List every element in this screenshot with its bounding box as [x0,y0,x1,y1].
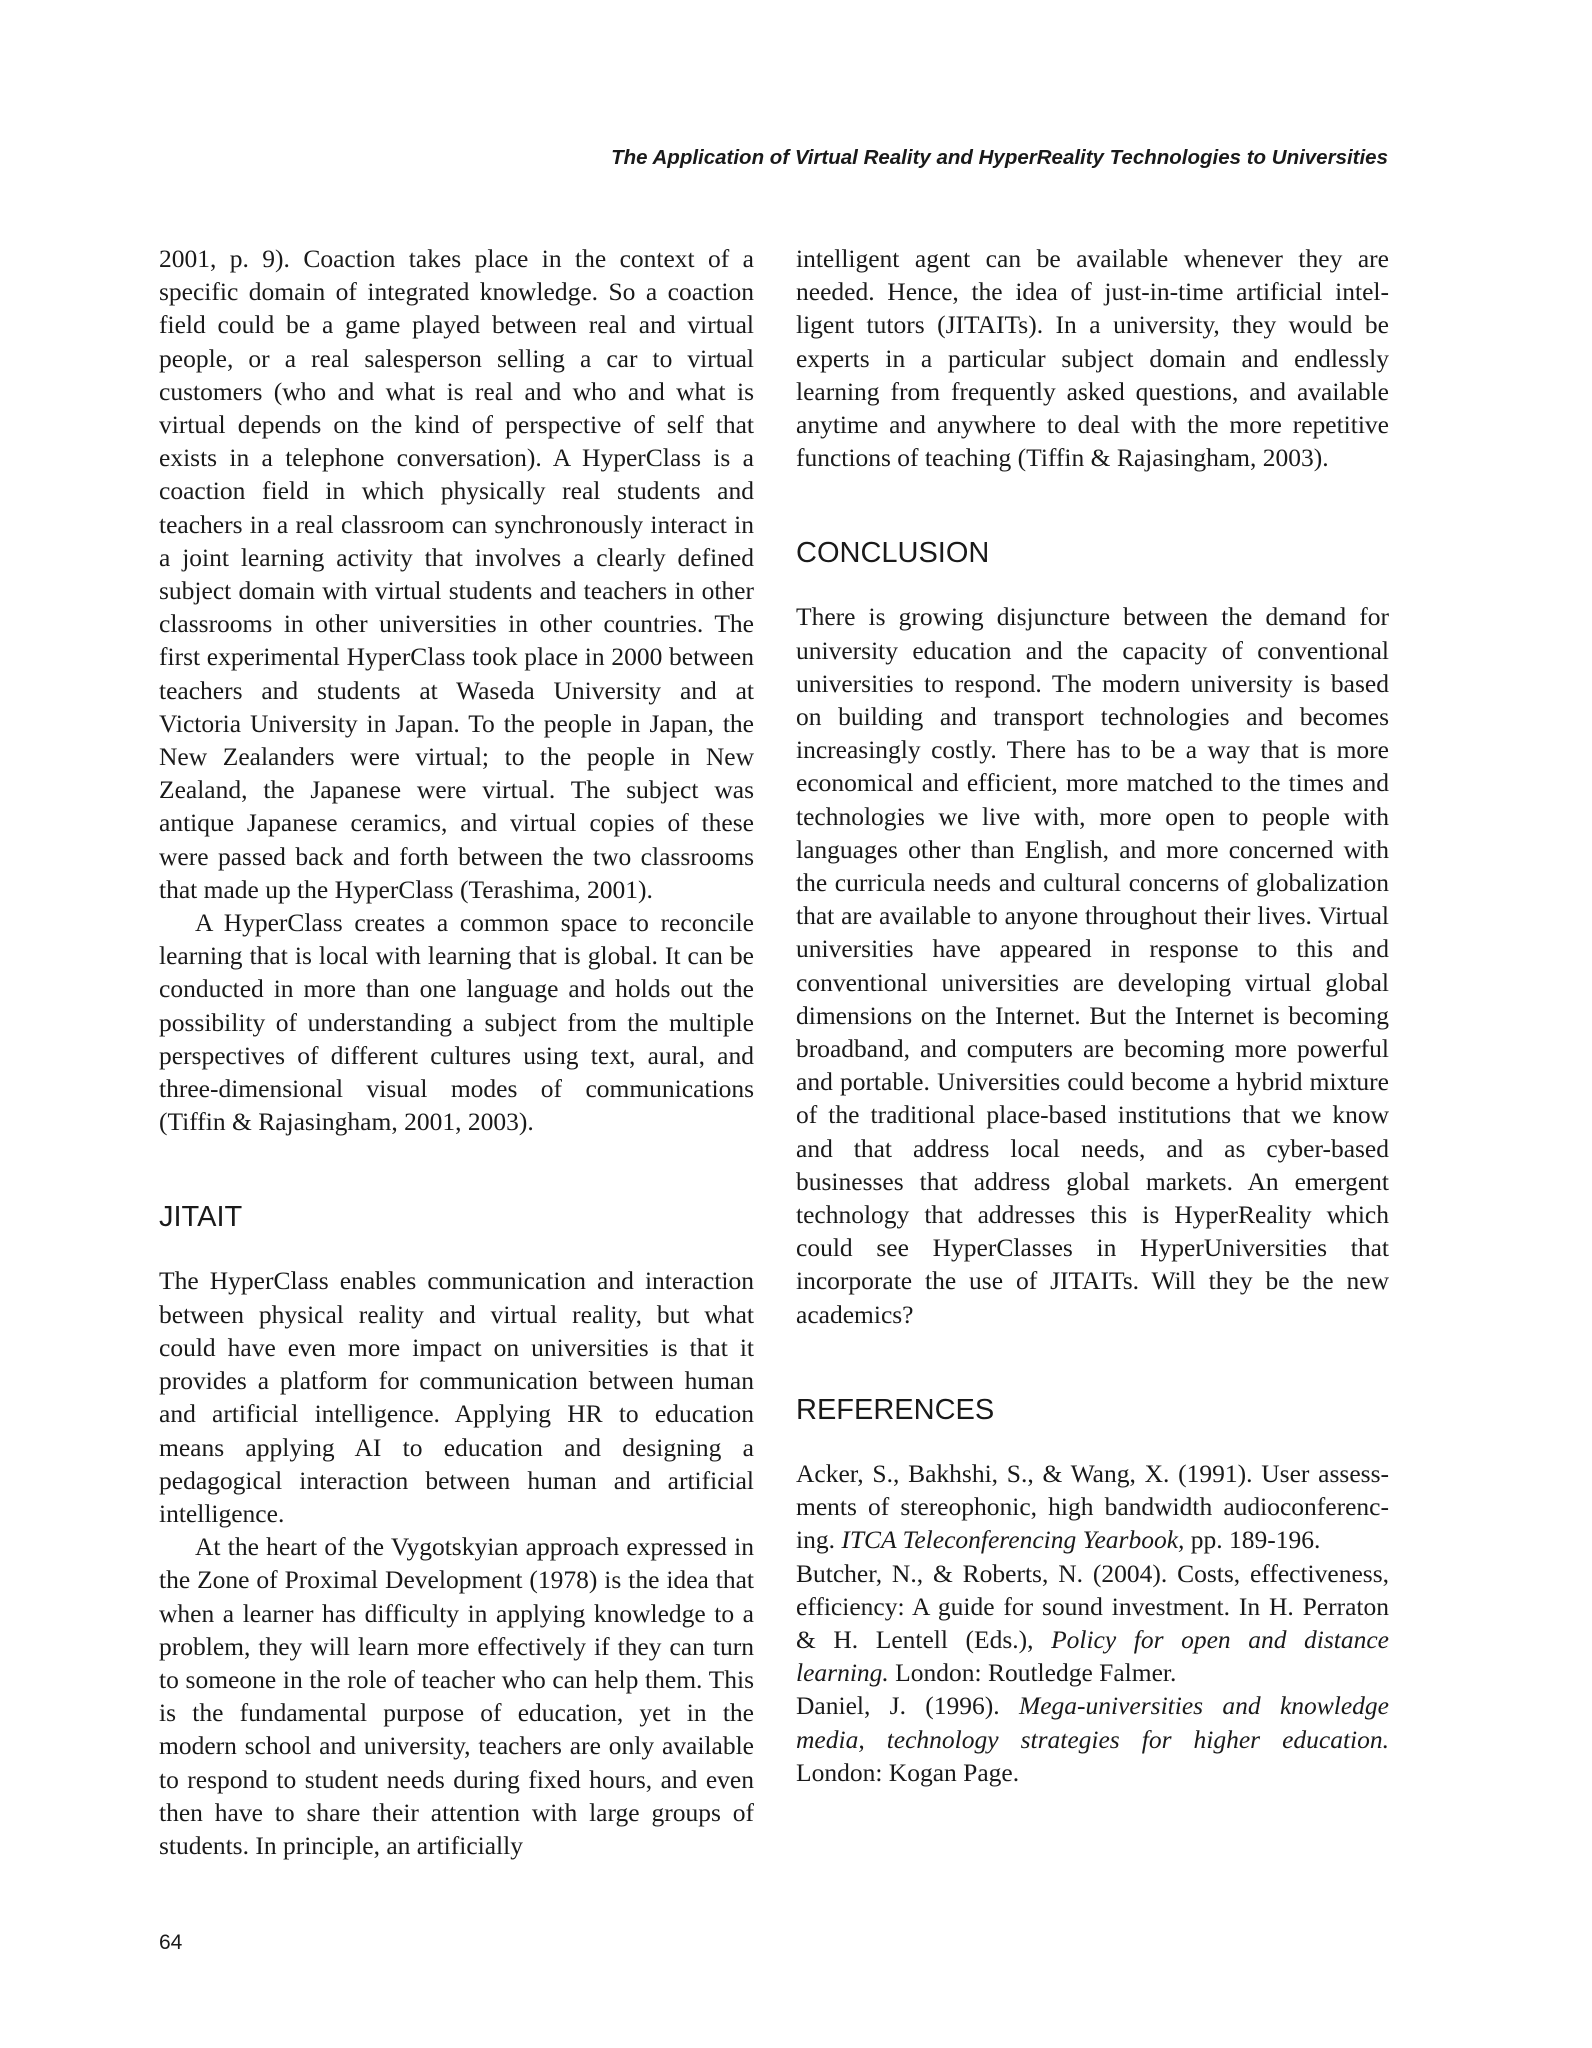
reference-entry [796,1457,1389,1557]
reference-text: Daniel, J. (1996). [796,1691,1019,1721]
body-paragraph: At the heart of the Vygotskyian approach expressed in the Zone of Proximal Development (1978) is the idea that when a learner has difficulty in applying knowledge to a problem, they will learn more effectively if they can turn to someone in the role of teacher who can help them. This is the fundamental purpose of education, yet in the modern school and university, teachers are only available to respond to student needs during fixed hours, and even then have to share their attention with large groups of students. In principle, an artificially [159,1532,754,1860]
left-column [159,242,754,1862]
body-paragraph: The HyperClass enables communication and interaction between physical reality and virtual reality, but what could have even more impact on universities is that it provides a platform for communication between human and artificial intelligence. Applying HR to education means applying AI to education and designing a pedagogical interaction between human and artificial intelligence. [159,1266,754,1528]
reference-text: London: Kogan Page. [796,1757,1020,1787]
reference-title: Policy for open and distance learning. [796,1624,1389,1688]
reference-text: London: Routledge Falmer. [888,1658,1177,1688]
reference-title: ITCA Teleconferencing Yearbook, [841,1525,1185,1555]
running-header: The Application of Virtual Reality and HyperReality Technologies to Universities [611,146,1388,169]
reference-entry [796,1557,1389,1690]
body-paragraph: intelligent agent can be available whenever they are needed. Hence, the idea of just-in-time artificial intelligent tutors (JITAITs). In a university, they would be experts in a particular subject domain and endlessly learning from frequently asked questions, and available anytime and anywhere to deal with the more repetitive functions of teaching (Tiffin & Rajasingham, 2003). [796,244,1389,473]
reference-text: Butcher, N., & Roberts, N. (2004). Costs, effectiveness, efficiency: A guide for sound investment. In H. Perraton & H. Lentell (Eds.), [796,1558,1389,1654]
body-paragraph: A HyperClass creates a common space to reconcile learning that is local with learning that is global. It can be conducted in more than one language and holds out the possibility of understanding a subject from the multiple perspectives of different cultures using text, aural, and three-dimensional visual modes of communications (Tiffin & Rajasingham, 2001, 2003). [159,908,754,1137]
page-number: 64 [159,1931,183,1954]
body-paragraph: 2001, p. 9). Coaction takes place in the context of a specific domain of integrated knowledge. So a coaction field could be a game played between real and virtual people, or a real salesperson selling a car to virtual customers (who and what is real and who and what is virtual depends on the kind of perspective of self that exists in a telephone conversation). A HyperClass is a coaction field in which physically real students and teachers in a real classroom can synchronously interact in a joint learning activity that involves a clearly defined subject domain with virtual students and teachers in other classrooms in other universities in other countries. The first experimental HyperClass took place in 2000 between teachers and students at Waseda University and at Victoria University in Japan. To the people in Japan, the New Zealanders were virtual; to the people in New Zealand, the Japanese were virtual. The subject was antique Japanese ceramics, and virtual copies of these were passed back and forth between the two classrooms that made up the HyperClass (Terashima, 2001). [159,244,754,904]
section-heading-references: REFERENCES [796,1393,995,1426]
reference-entry [796,1689,1389,1789]
section-heading-jitait: JITAIT [159,1201,243,1234]
reference-text: pp. 189-196. [1184,1525,1321,1555]
right-column [796,242,1389,1789]
reference-text: Acker, S., Bakhshi, S., & Wang, X. (1991). User assessments of stereophonic, high bandwidth audioconferencing. [796,1458,1389,1555]
body-paragraph: There is growing disjuncture between the demand for university education and the capacity of conventional universities to respond. The modern university is based on building and transport technologies and becomes increasingly costly. There has to be a way that is more economical and efficient, more matched to the times and technologies we live with, more open to people with languages other than English, and more concerned with the curricula needs and cultural concerns of globalization that are available to anyone throughout their lives. Virtual universities have appeared in response to this and conventional universities are developing virtual global dimensions on the Internet. But the Internet is becoming broadband, and computers are becoming more powerful and portable. Universities could become a hybrid mixture of the traditional place-based institutions that we know and that address local needs, and as cyber-based businesses that address global markets. An emergent technology that addresses this is HyperReality which could see HyperClasses in HyperUniversities that incorporate the use of JITAITs. Will they be the new academics? [796,602,1389,1329]
section-heading-conclusion: CONCLUSION [796,537,990,570]
reference-title: Mega-universities and knowledge media, technology strategies for higher education. [796,1691,1389,1754]
